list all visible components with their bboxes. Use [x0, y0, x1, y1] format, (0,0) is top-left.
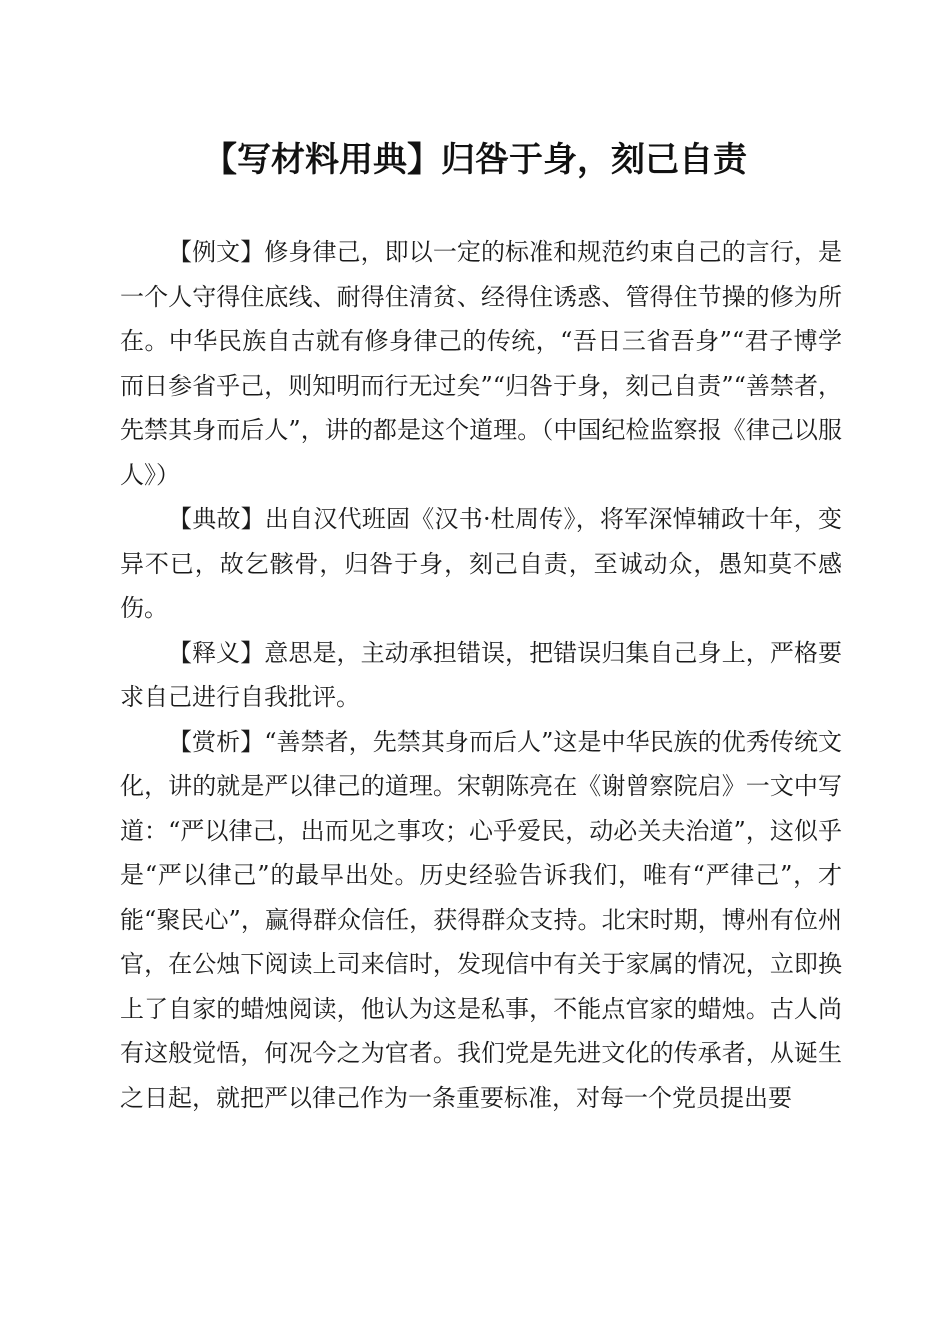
paragraph-meaning: 【释义】意思是，主动承担错误，把错误归集自己身上，严格要求自己进行自我批评。	[120, 638, 842, 711]
paragraph-allusion: 【典故】出自汉代班固《汉书·杜周传》，将军深悼辅政十年，变异不已，故乞骸骨，归咎于身，刻己自责，至诚动众，愚知莫不感伤。	[120, 505, 842, 622]
document-title: 【写材料用典】归咎于身，刻己自责	[203, 140, 747, 180]
paragraph-appreciation: 【赏析】“善禁者，先禁其身而后人”这是中华民族的优秀传统文化，讲的就是严以律己的道理。宋朝陈亮在《谢曾察院启》一文中写道：“严以律己，出而见之事攻；心乎爱民，动必关夫治道”，这似乎是“严以律己”的最早出处。历史经验告诉我们，唯有“严律己”，才能“聚民心”，赢得群众信任，获得群众支持。北宋时期，博州有位州官，在公烛下阅读上司来信时，发现信中有关于家属的情况，立即换上了自家的蜡烛阅读，他认为这是私事，不能点官家的蜡烛。古人尚有这般觉悟，何况今之为官者。我们党是先进文化的传承者，从诞生之日起，就把严以律己作为一条重要标准，对每一个党员提出要	[120, 727, 842, 1112]
document-body	[120, 230, 842, 1120]
paragraph-example: 【例文】修身律己，即以一定的标准和规范约束自己的言行，是一个人守得住底线、耐得住清贫、经得住诱惑、管得住节操的修为所在。中华民族自古就有修身律己的传统，“吾日三省吾身”“君子博学而日参省乎己，则知明而行无过矣”“归咎于身，刻己自责”“善禁者，先禁其身而后人”，讲的都是这个道理。（中国纪检监察报《律己以服人》）	[120, 238, 842, 489]
